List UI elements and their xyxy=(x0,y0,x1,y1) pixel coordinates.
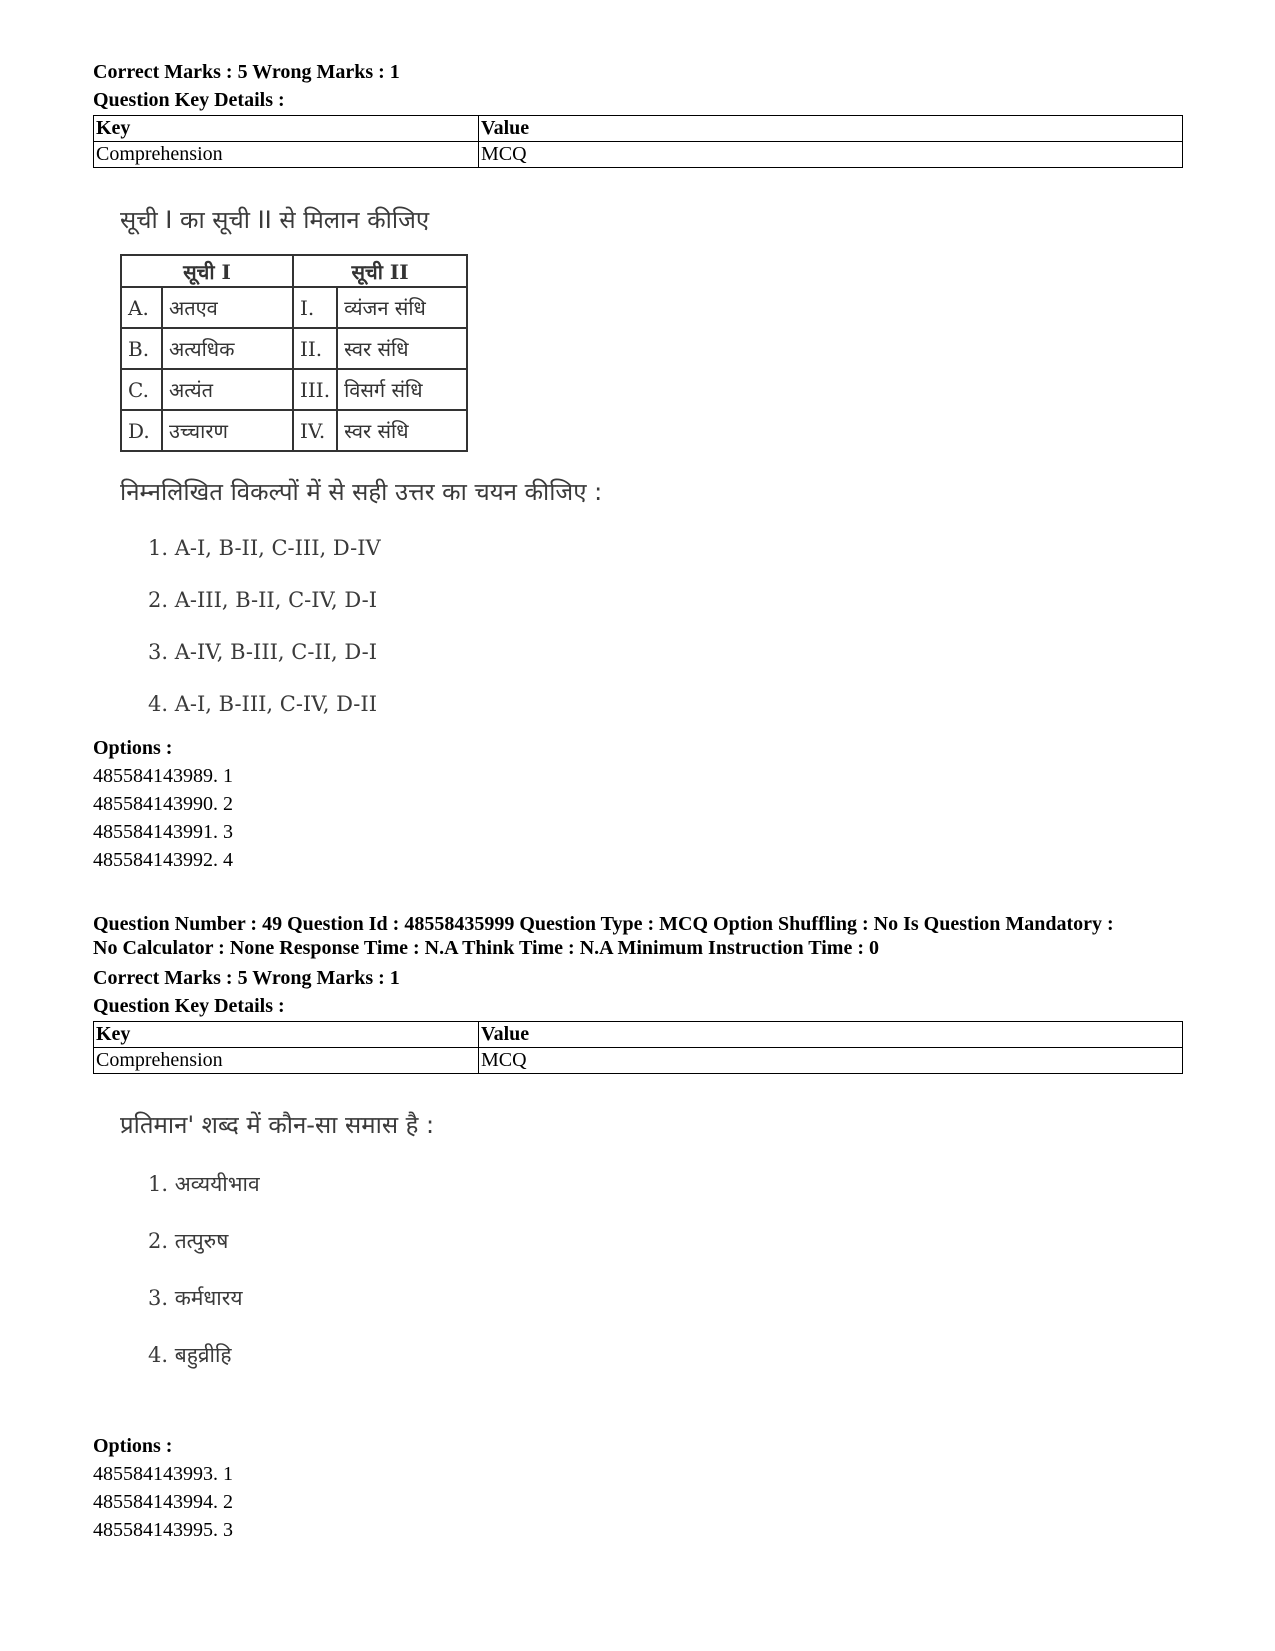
table-cell-key: Comprehension xyxy=(94,142,479,168)
match-cell: व्यंजन संधि xyxy=(337,287,467,328)
match-cell: स्वर संधि xyxy=(337,410,467,451)
match-cell: अत्यंत xyxy=(162,369,293,410)
table-row xyxy=(121,369,467,410)
q49-key-details-label: Question Key Details : xyxy=(93,995,285,1017)
q48-option-4: 485584143992. 4 xyxy=(93,849,233,871)
q48-question-image xyxy=(93,198,1183,730)
match-cell: A. xyxy=(121,287,162,328)
q49-question-image xyxy=(93,1102,1183,1384)
q48-key-details-label: Question Key Details : xyxy=(93,89,285,111)
table-cell-value: MCQ xyxy=(479,1048,1183,1074)
q48-choice-3: 3. A-IV, B-III, C-II, D-I xyxy=(148,640,377,664)
match-cell: अत्यधिक xyxy=(162,328,293,369)
table-header-key: Key xyxy=(94,116,479,142)
q48-prompt: सूची I का सूची II से मिलान कीजिए xyxy=(120,206,430,234)
table-header-value: Value xyxy=(479,116,1183,142)
q49-option-2: 485584143994. 2 xyxy=(93,1491,233,1513)
table-row xyxy=(121,255,467,287)
q48-option-3: 485584143991. 3 xyxy=(93,821,233,843)
q49-option-3: 485584143995. 3 xyxy=(93,1519,233,1541)
q49-marks: Correct Marks : 5 Wrong Marks : 1 xyxy=(93,967,400,989)
q49-option-1: 485584143993. 1 xyxy=(93,1463,233,1485)
q49-key-table xyxy=(93,1021,1183,1074)
match-cell: D. xyxy=(121,410,162,451)
q49-choice-1: 1. अव्ययीभाव xyxy=(148,1172,260,1196)
q48-choice-2: 2. A-III, B-II, C-IV, D-I xyxy=(148,588,377,612)
q49-prompt: प्रतिमान' शब्द में कौन-सा समास है : xyxy=(120,1111,435,1139)
q49-choice-2: 2. तत्पुरुष xyxy=(148,1229,229,1253)
q48-marks: Correct Marks : 5 Wrong Marks : 1 xyxy=(93,61,400,83)
q48-choice-4: 4. A-I, B-III, C-IV, D-II xyxy=(148,692,377,716)
q49-options-label: Options : xyxy=(93,1435,173,1457)
q48-option-2: 485584143990. 2 xyxy=(93,793,233,815)
table-row xyxy=(121,328,467,369)
table-header-value: Value xyxy=(479,1022,1183,1048)
match-cell: C. xyxy=(121,369,162,410)
match-cell: B. xyxy=(121,328,162,369)
q48-option-1: 485584143989. 1 xyxy=(93,765,233,787)
q48-key-table xyxy=(93,115,1183,168)
table-row xyxy=(121,287,467,328)
document-page xyxy=(93,58,1183,1541)
q49-options-block xyxy=(93,1432,233,1544)
match-cell: विसर्ग संधि xyxy=(337,369,467,410)
match-header-list2: सूची II xyxy=(293,255,467,287)
q48-options-block xyxy=(93,734,233,874)
table-row xyxy=(94,1048,1183,1074)
match-cell: I. xyxy=(293,287,337,328)
match-cell: II. xyxy=(293,328,337,369)
q49-choice-4: 4. बहुव्रीहि xyxy=(148,1343,232,1367)
match-cell: अतएव xyxy=(162,287,293,328)
match-cell: IV. xyxy=(293,410,337,451)
table-header-key: Key xyxy=(94,1022,479,1048)
table-row xyxy=(94,142,1183,168)
match-cell: III. xyxy=(293,369,337,410)
q48-choice-1: 1. A-I, B-II, C-III, D-IV xyxy=(148,536,381,560)
table-row xyxy=(94,1022,1183,1048)
match-cell: स्वर संधि xyxy=(337,328,467,369)
table-cell-value: MCQ xyxy=(479,142,1183,168)
q48-match-table xyxy=(120,254,468,452)
table-cell-key: Comprehension xyxy=(94,1048,479,1074)
q49-header-line2: No Calculator : None Response Time : N.A Think Time : N.A Minimum Instruction Time : 0 xyxy=(93,937,879,959)
q49-header-line1: Question Number : 49 Question Id : 48558435999 Question Type : MCQ Option Shuffling : No Is Question Mandatory : xyxy=(93,913,1114,935)
q49-choice-3: 3. कर्मधारय xyxy=(148,1286,243,1310)
match-header-list1: सूची I xyxy=(121,255,293,287)
table-row xyxy=(94,116,1183,142)
table-row xyxy=(121,410,467,451)
q48-options-label: Options : xyxy=(93,737,173,759)
q49-block xyxy=(93,912,1183,1384)
match-cell: उच्चारण xyxy=(162,410,293,451)
q48-instruction: निम्नलिखित विकल्पों में से सही उत्तर का चयन कीजिए : xyxy=(120,478,603,506)
